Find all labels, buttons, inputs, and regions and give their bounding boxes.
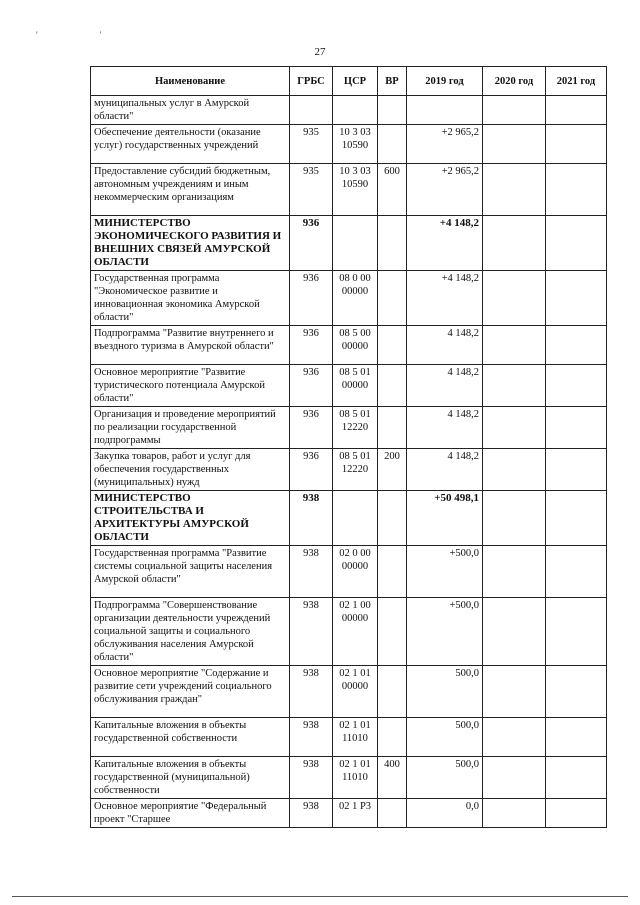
cell-y2019: +50 498,1 <box>407 491 483 546</box>
cell-grbs: 938 <box>290 718 333 757</box>
cell-name: МИНИСТЕРСТВО ЭКОНОМИЧЕСКОГО РАЗВИТИЯ И ВНЕШНИХ СВЯЗЕЙ АМУРСКОЙ ОБЛАСТИ <box>91 216 290 271</box>
cell-y2021 <box>546 799 607 828</box>
cell-grbs: 938 <box>290 666 333 718</box>
cell-y2020 <box>483 718 546 757</box>
cell-csr: 02 1 00 00000 <box>333 598 378 666</box>
cell-y2021 <box>546 407 607 449</box>
cell-y2020 <box>483 546 546 598</box>
cell-y2020 <box>483 598 546 666</box>
table-row <box>91 365 607 407</box>
cell-y2020 <box>483 365 546 407</box>
cell-name: Основное мероприятие "Федеральный проект "Старшее <box>91 799 290 828</box>
cell-grbs: 935 <box>290 125 333 164</box>
table-row <box>91 546 607 598</box>
cell-name: Предоставление субсидий бюджетным, автономным учреждениям и иным некоммерческим организациям <box>91 164 290 216</box>
scan-edge-line <box>12 896 628 897</box>
table-row <box>91 666 607 718</box>
cell-y2021 <box>546 164 607 216</box>
cell-csr <box>333 96 378 125</box>
table-row <box>91 799 607 828</box>
cell-y2020 <box>483 271 546 326</box>
table-row <box>91 718 607 757</box>
table-row <box>91 598 607 666</box>
cell-y2019: 500,0 <box>407 718 483 757</box>
cell-vr: 600 <box>378 164 407 216</box>
cell-grbs: 936 <box>290 216 333 271</box>
cell-name: Организация и проведение мероприятий по реализации государственной подпрограммы <box>91 407 290 449</box>
cell-csr: 08 0 00 00000 <box>333 271 378 326</box>
cell-y2021 <box>546 449 607 491</box>
table-body <box>91 96 607 828</box>
cell-y2020 <box>483 449 546 491</box>
cell-y2019: 500,0 <box>407 757 483 799</box>
cell-grbs: 936 <box>290 326 333 365</box>
cell-csr: 02 1 01 00000 <box>333 666 378 718</box>
cell-vr <box>378 718 407 757</box>
cell-vr <box>378 216 407 271</box>
cell-y2021 <box>546 125 607 164</box>
cell-csr: 08 5 01 12220 <box>333 449 378 491</box>
cell-name: Основное мероприятие "Содержание и развитие сети учреждений социального обслуживания граждан" <box>91 666 290 718</box>
cell-y2019: 4 148,2 <box>407 407 483 449</box>
cell-vr <box>378 125 407 164</box>
cell-y2020 <box>483 407 546 449</box>
cell-y2020 <box>483 491 546 546</box>
header-grbs: ГРБС <box>290 67 333 96</box>
table-row <box>91 326 607 365</box>
cell-name: муниципальных услуг в Амурской области" <box>91 96 290 125</box>
cell-grbs: 938 <box>290 598 333 666</box>
cell-grbs: 938 <box>290 757 333 799</box>
cell-vr <box>378 365 407 407</box>
cell-grbs: 936 <box>290 407 333 449</box>
cell-y2019: 500,0 <box>407 666 483 718</box>
cell-y2020 <box>483 326 546 365</box>
header-csr: ЦСР <box>333 67 378 96</box>
cell-y2019: +500,0 <box>407 598 483 666</box>
cell-y2020 <box>483 216 546 271</box>
cell-csr: 08 5 00 00000 <box>333 326 378 365</box>
table-row-ministry <box>91 491 607 546</box>
cell-csr: 10 3 03 10590 <box>333 125 378 164</box>
cell-y2021 <box>546 271 607 326</box>
cell-vr <box>378 271 407 326</box>
table-row <box>91 164 607 216</box>
table-header-row <box>91 67 607 96</box>
cell-grbs: 935 <box>290 164 333 216</box>
cell-vr <box>378 407 407 449</box>
cell-y2021 <box>546 326 607 365</box>
table-row <box>91 757 607 799</box>
cell-csr: 02 0 00 00000 <box>333 546 378 598</box>
header-vr: ВР <box>378 67 407 96</box>
cell-vr <box>378 598 407 666</box>
cell-y2020 <box>483 666 546 718</box>
cell-name: Подпрограмма "Совершенствование организации деятельности учреждений социальной защиты и социального обслуживания населения Амурской области" <box>91 598 290 666</box>
cell-vr: 400 <box>378 757 407 799</box>
cell-csr: 02 1 01 11010 <box>333 718 378 757</box>
cell-y2021 <box>546 546 607 598</box>
cell-csr: 02 1 P3 <box>333 799 378 828</box>
cell-y2021 <box>546 491 607 546</box>
table-row <box>91 125 607 164</box>
cell-grbs: 936 <box>290 271 333 326</box>
header-2020: 2020 год <box>483 67 546 96</box>
cell-csr <box>333 216 378 271</box>
cell-name: Обеспечение деятельности (оказание услуг) государственных учреждений <box>91 125 290 164</box>
cell-vr: 200 <box>378 449 407 491</box>
cell-name: МИНИСТЕРСТВО СТРОИТЕЛЬСТВА И АРХИТЕКТУРЫ АМУРСКОЙ ОБЛАСТИ <box>91 491 290 546</box>
cell-y2019: +2 965,2 <box>407 164 483 216</box>
cell-csr: 08 5 01 00000 <box>333 365 378 407</box>
cell-y2021 <box>546 718 607 757</box>
cell-grbs: 936 <box>290 449 333 491</box>
cell-name: Подпрограмма "Развитие внутреннего и въездного туризма в Амурской области" <box>91 326 290 365</box>
cell-y2020 <box>483 757 546 799</box>
page-number: 27 <box>314 46 326 58</box>
cell-name: Капитальные вложения в объекты государственной собственности <box>91 718 290 757</box>
cell-y2019: 0,0 <box>407 799 483 828</box>
table-row <box>91 407 607 449</box>
cell-y2021 <box>546 598 607 666</box>
cell-grbs <box>290 96 333 125</box>
cell-vr <box>378 96 407 125</box>
cell-name: Государственная программа "Развитие системы социальной защиты населения Амурской области" <box>91 546 290 598</box>
cell-csr: 10 3 03 10590 <box>333 164 378 216</box>
cell-y2020 <box>483 799 546 828</box>
table-row <box>91 96 607 125</box>
cell-grbs: 938 <box>290 799 333 828</box>
cell-y2019: +2 965,2 <box>407 125 483 164</box>
header-2019: 2019 год <box>407 67 483 96</box>
cell-name: Капитальные вложения в объекты государственной (муниципальной) собственности <box>91 757 290 799</box>
cell-grbs: 938 <box>290 491 333 546</box>
cell-grbs: 936 <box>290 365 333 407</box>
cell-vr <box>378 799 407 828</box>
cell-y2020 <box>483 164 546 216</box>
cell-y2019 <box>407 96 483 125</box>
header-2021: 2021 год <box>546 67 607 96</box>
cell-csr: 02 1 01 11010 <box>333 757 378 799</box>
cell-y2021 <box>546 757 607 799</box>
scan-marks: ' ' <box>36 30 132 40</box>
cell-y2019: +500,0 <box>407 546 483 598</box>
cell-vr <box>378 546 407 598</box>
cell-name: Основное мероприятие "Развитие туристического потенциала Амурской области" <box>91 365 290 407</box>
table-row <box>91 449 607 491</box>
cell-vr <box>378 326 407 365</box>
table-row <box>91 271 607 326</box>
cell-csr: 08 5 01 12220 <box>333 407 378 449</box>
cell-name: Закупка товаров, работ и услуг для обеспечения государственных (муниципальных) нужд <box>91 449 290 491</box>
cell-y2020 <box>483 96 546 125</box>
cell-vr <box>378 491 407 546</box>
cell-y2019: +4 148,2 <box>407 216 483 271</box>
cell-y2019: +4 148,2 <box>407 271 483 326</box>
cell-vr <box>378 666 407 718</box>
budget-table <box>90 66 607 828</box>
cell-name: Государственная программа "Экономическое развитие и инновационная экономика Амурской области" <box>91 271 290 326</box>
header-name: Наименование <box>91 67 290 96</box>
cell-y2021 <box>546 216 607 271</box>
cell-y2019: 4 148,2 <box>407 449 483 491</box>
table-row-ministry <box>91 216 607 271</box>
cell-y2021 <box>546 666 607 718</box>
cell-y2020 <box>483 125 546 164</box>
cell-y2021 <box>546 365 607 407</box>
cell-y2019: 4 148,2 <box>407 326 483 365</box>
cell-y2019: 4 148,2 <box>407 365 483 407</box>
cell-grbs: 938 <box>290 546 333 598</box>
cell-csr <box>333 491 378 546</box>
cell-y2021 <box>546 96 607 125</box>
